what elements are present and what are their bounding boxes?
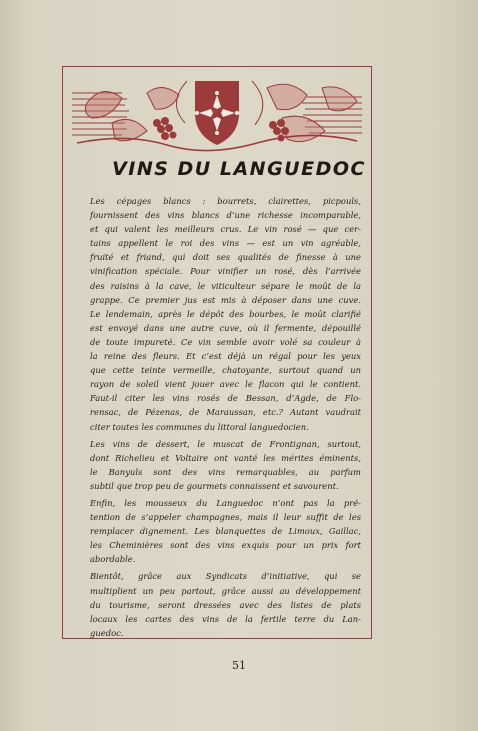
text-line: dont Richelieu et Voltaire ont vanté les mérites éminents, <box>90 452 361 463</box>
text-line: que cette teinte vermeille, chatoyante, surtout quand un <box>90 365 361 376</box>
text-line: Bientôt, grâce aux Syndicats d’initiative, qui se <box>90 571 361 582</box>
text-line: fruité et friand, qui doit ses qualités de finesse à une <box>90 252 361 263</box>
page-title: VINS DU LANGUEDOC <box>112 158 366 180</box>
text-line: subtil que trop peu de gourmets connaissent et savourent. <box>90 480 339 491</box>
text-line: fournissent des vins blancs d’une richesse incomparable, <box>90 210 361 221</box>
text-line: citer toutes les communes du littoral languedocien. <box>90 421 309 432</box>
text-line: remplacer dignement. Les blanquettes de Limoux, Gaillac, <box>90 526 361 537</box>
page-number: 51 <box>232 659 246 672</box>
text-line: le Banyuls sont des vins remarquables, au parfum <box>90 466 361 477</box>
paragraph <box>88 194 361 434</box>
text-line: tention de s’appeler champagnes, mais il leur suffit de les <box>90 512 361 523</box>
text-line: Enfin, les mousseux du Languedoc n’ont pas la pré- <box>90 497 361 508</box>
text-line: est envoyé dans une autre cuve, où il fermente, dépouillé <box>90 322 361 333</box>
text-line: du tourisme, seront dressées avec des listes de plats <box>90 599 361 610</box>
text-line: vinification spéciale. Pour vinifier un rosé, dès l’arrivée <box>90 266 361 277</box>
text-line: des raisins à la cave, le viticulteur sépare le moût de la <box>90 280 361 291</box>
text-line: et qui valent les meilleurs crus. Le vin rosé — que cer- <box>90 224 361 235</box>
paragraph <box>88 569 361 639</box>
text-line: la reine des fleurs. Et c’est déjà un régal pour les yeux <box>90 351 361 362</box>
grape-vine-vignette-icon <box>67 73 367 153</box>
text-line: tains appellent le roi des vins — est un vin agréable, <box>90 238 361 249</box>
text-line: rayon de soleil vient jouer avec le flacon qui le contient. <box>90 379 361 390</box>
text-line: multiplient un peu partout, grâce aussi au développement <box>90 585 361 596</box>
text-line: rensac, de Pézenas, de Maraussan, etc.? Autant vaudrait <box>90 407 361 418</box>
text-line: Les vins de dessert, le muscat de Frontignan, surtout, <box>90 438 361 449</box>
text-line: les Cheminières sont des vins exquis pour un prix fort <box>90 540 361 551</box>
body-text <box>88 194 361 643</box>
text-line: guedoc. <box>90 627 124 638</box>
text-line: Le lendemain, après le dépôt des bourbes, le moût clarifié <box>90 308 361 319</box>
text-line: grappe. Ce premier jus est mis à déposer dans une cuve. <box>90 294 361 305</box>
text-line: locaux les cartes des vins de la fertile terre du Lan- <box>90 613 361 624</box>
text-line: de toute impureté. Ce vin semble avoir volé sa couleur à <box>90 336 361 347</box>
paragraph <box>88 496 361 566</box>
paragraph <box>88 437 361 493</box>
text-line: abordable. <box>90 554 136 565</box>
text-line: Les cépages blancs : bourrets, clairettes, picpouls, <box>90 196 361 206</box>
text-line: Faut-il citer les vins rosés de Bessan, d’Agde, de Flo- <box>90 393 361 404</box>
